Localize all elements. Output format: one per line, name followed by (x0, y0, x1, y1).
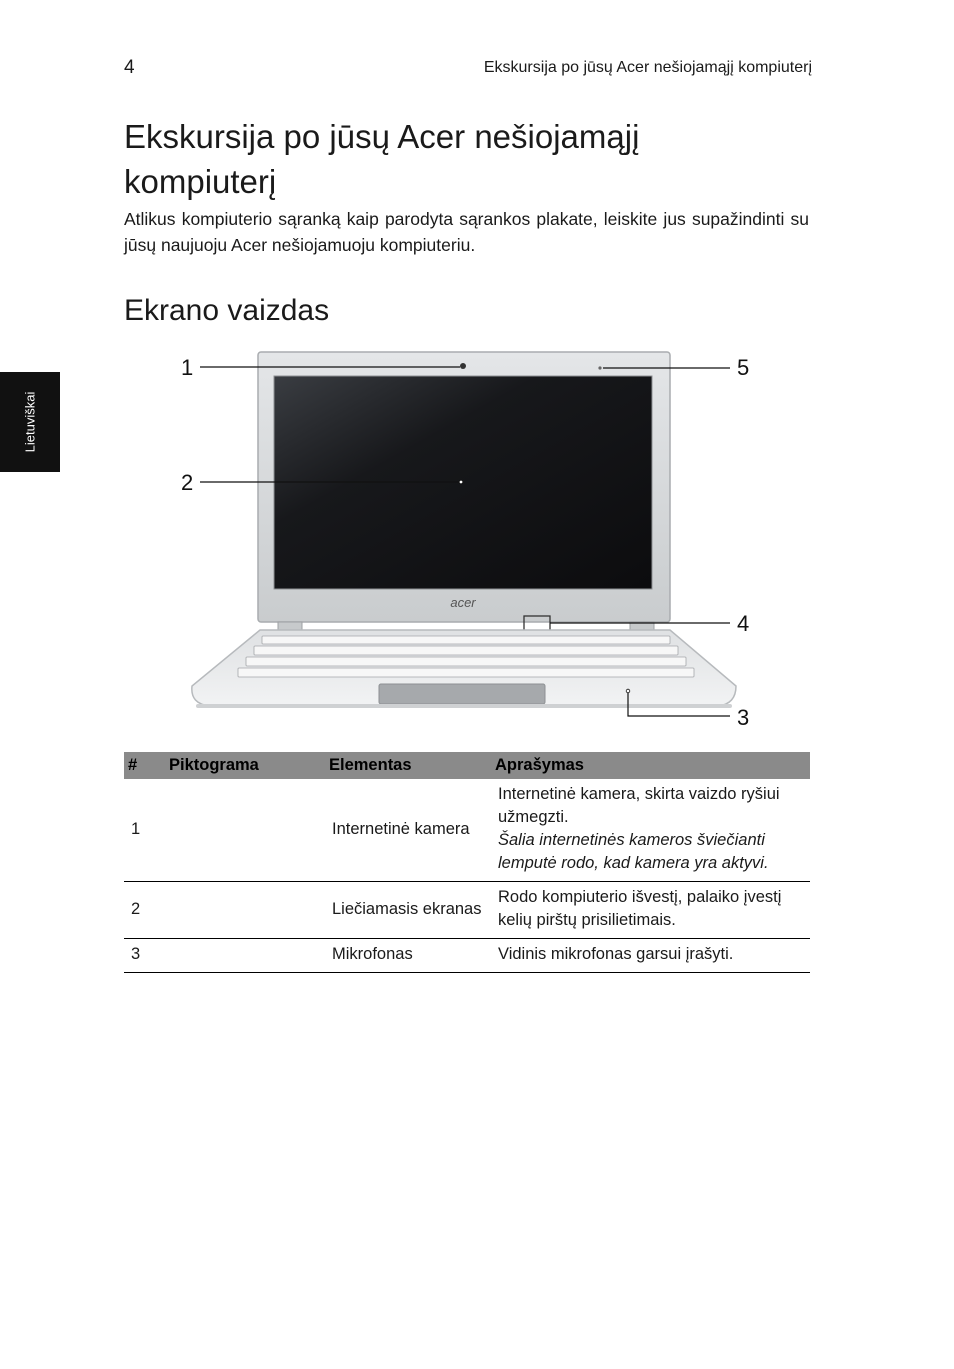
callout-5: 5 (737, 355, 750, 380)
row-element: Liečiamasis ekranas (325, 882, 491, 939)
side-tab-label: Lietuviškai (22, 391, 38, 453)
row-description-text: Rodo kompiuterio išvestį, palaiko įvestį kelių pirštų prisilietimais. (498, 888, 782, 929)
section-title: Ekrano vaizdas (124, 294, 330, 327)
callout-4: 4 (737, 611, 750, 636)
row-description (491, 882, 810, 939)
callout-3: 3 (737, 705, 750, 730)
webcam-lens (460, 363, 466, 369)
table-row (124, 882, 810, 939)
table-header-row (124, 752, 810, 779)
column-header-element: Elementas (325, 752, 491, 779)
row-element: Internetinė kamera (325, 779, 491, 882)
touchpad (379, 684, 545, 704)
column-header-number: # (124, 752, 165, 779)
laptop-front-view-figure (170, 340, 770, 740)
parts-table (124, 752, 810, 973)
row-element: Mikrofonas (325, 939, 491, 973)
row-description (491, 939, 810, 973)
callout-1: 1 (181, 355, 194, 380)
row-description-note: Šalia internetinės kameros šviečianti lemputė rodo, kad kamera yra aktyvi. (498, 831, 769, 872)
column-header-icon: Piktograma (165, 752, 325, 779)
row-icon (165, 939, 325, 973)
column-header-description: Aprašymas (491, 752, 810, 779)
table-row (124, 939, 810, 973)
front-edge (196, 704, 732, 708)
row-number: 1 (124, 779, 165, 882)
intro-paragraph: Atlikus kompiuterio sąranką kaip parodyta sąrankos plakate, leiskite jus supažindinti su jūsų naujuoju Acer nešiojamuoju kompiuteriu. (124, 209, 809, 255)
row-number: 2 (124, 882, 165, 939)
running-header: Ekskursija po jūsų Acer nešiojamąjį kompiuterį (483, 59, 812, 76)
row-description-text: Vidinis mikrofonas garsui įrašyti. (498, 945, 734, 963)
acer-logo: acer (450, 595, 476, 610)
row-icon (165, 779, 325, 882)
callout-2: 2 (181, 470, 194, 495)
row-description-text: Internetinė kamera, skirta vaizdo ryšiui užmegzti. (498, 785, 780, 826)
row-icon (165, 882, 325, 939)
language-side-tab (0, 372, 60, 472)
light-sensor (598, 366, 601, 369)
table-row (124, 779, 810, 882)
page-title: Ekskursija po jūsų Acer nešiojamąjį kompiuterį (124, 118, 640, 200)
row-number: 3 (124, 939, 165, 973)
row-description (491, 779, 810, 882)
page-number: 4 (124, 57, 135, 78)
